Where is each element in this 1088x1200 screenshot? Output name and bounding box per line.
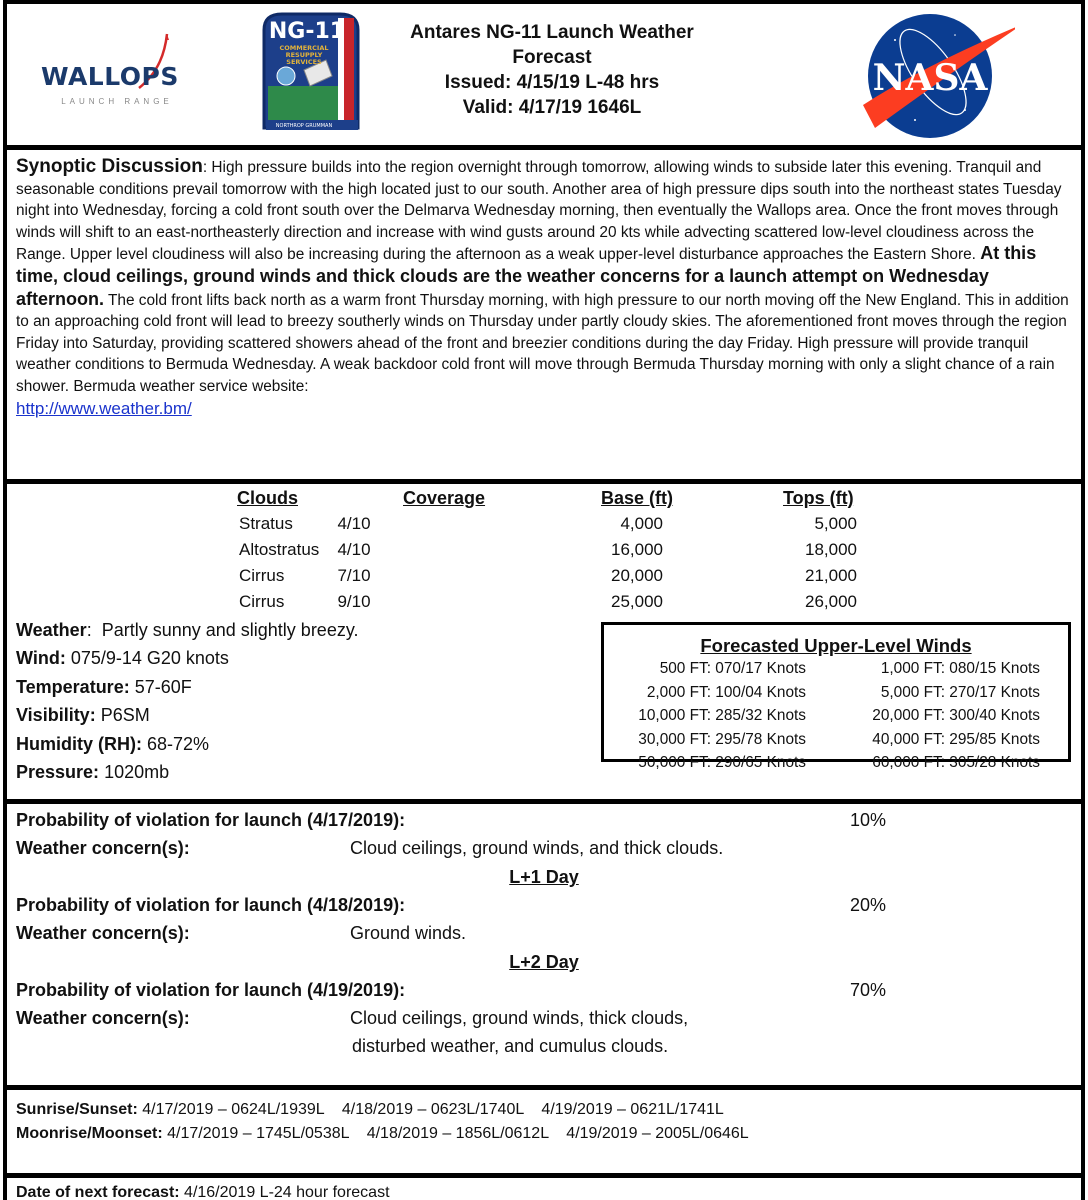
sunrise-sunset-row: [16, 1098, 1072, 1122]
pressure-label: Pressure:: [16, 762, 100, 783]
upper-wind-entry: 20,000 FT: 300/40 Knots: [872, 707, 1040, 725]
temperature-value: 57-60F: [129, 676, 192, 697]
svg-text:SERVICES: SERVICES: [286, 58, 322, 66]
divider: [7, 799, 1081, 804]
concern-value: Cloud ceilings, ground winds, and thick clouds.: [350, 838, 724, 858]
concern-value: Ground winds.: [350, 923, 467, 943]
cloud-type: Altostratus: [239, 540, 320, 559]
ng11-mission-patch-icon: [252, 10, 370, 142]
upper-wind-entry: 60,000 FT: 305/28 Knots: [872, 754, 1040, 772]
l2-probability-row: [16, 980, 1076, 1008]
launch-day-concern-row: [16, 838, 1076, 866]
synoptic-key-concern: At this time, cloud ceilings, ground winds and thick clouds are the weather concerns for a launch attempt on Wednesday afternoon.: [16, 243, 1037, 309]
valid-date: Valid: 4/17/19 1646L: [462, 97, 642, 118]
concern-value: disturbed weather, and cumulus clouds.: [352, 1036, 669, 1056]
probability-label: Probability of violation for launch (4/18/2019):: [16, 895, 406, 915]
cloud-tops: 26,000: [805, 592, 857, 611]
sun-moon-section: [7, 1092, 1081, 1152]
cloud-type: Cirrus: [239, 566, 285, 585]
col-coverage: Coverage: [403, 488, 486, 508]
cloud-type: Cirrus: [239, 592, 285, 611]
cloud-base: 4,000: [620, 514, 663, 533]
temperature-label: Temperature:: [16, 676, 130, 697]
table-row: [235, 514, 875, 540]
forecast-document: [3, 0, 1085, 1200]
probability-label: Probability of violation for launch (4/19/2019):: [16, 980, 406, 1000]
clouds-table-header: [235, 488, 875, 514]
l1-probability-row: [16, 895, 1076, 923]
moonrise-moonset-label: Moonrise/Moonset:: [16, 1125, 163, 1142]
weather-value: : Partly sunny and slightly breezy.: [86, 620, 359, 640]
launch-day-probability-row: [16, 810, 1076, 838]
humidity-row: [16, 730, 359, 758]
cloud-base: 25,000: [611, 592, 663, 611]
moonrise-moonset-value: 4/17/2019 – 1745L/0538L 4/18/2019 – 1856L/0612L 4/19/2019 – 2005L/0646L: [162, 1125, 749, 1142]
cloud-base: 16,000: [611, 540, 663, 559]
forecast-title-block: [387, 20, 717, 120]
concern-label: Weather concern(s):: [16, 923, 190, 943]
upper-wind-entry: 1,000 FT: 080/15 Knots: [880, 660, 1040, 677]
next-forecast-value: 4/16/2019 L-24 hour forecast: [179, 1184, 390, 1200]
cloud-tops: 5,000: [814, 514, 857, 533]
visibility-label: Visibility:: [16, 705, 96, 726]
divider: [7, 1085, 1081, 1090]
upper-winds-row: [604, 657, 1068, 681]
l2-concern-row: [16, 1008, 1076, 1036]
probability-label: Probability of violation for launch (4/17/2019):: [16, 810, 406, 830]
col-tops: Tops (ft): [783, 488, 854, 508]
wind-label: Wind:: [16, 648, 66, 669]
upper-winds-row: [604, 728, 1068, 752]
l1-day-header: L+1 Day: [509, 867, 579, 887]
cloud-coverage: 9/10: [337, 592, 371, 611]
title-line-2: Forecast: [512, 47, 592, 68]
synoptic-text-part-1: : High pressure builds into the region overnight through tomorrow, allowing winds to subside later this evening. Tranquil and seasonable conditions prevail tomorrow with the high located just to our south. Another area of high pressure dips south into the northeast states Tuesday night into Wednesday, forcing a cold front south over the Delmarva Wednesday morning, then eventually the Wallops area. Once the front moves through winds will shift to an east-northeasterly direction and increase with wind gusts around 20 kts while advecting scattered low-level cloudiness across the Range. Upper level cloudiness will also be increasing during the afternoon as a weak upper-level disturbance approaches the Eastern Shore.: [16, 159, 1062, 264]
probability-percent: 20%: [850, 895, 887, 915]
synoptic-label: Synoptic Discussion: [16, 156, 203, 177]
table-row: [235, 592, 875, 618]
col-base: Base (ft): [601, 488, 674, 508]
cloud-tops: 18,000: [805, 540, 857, 559]
next-forecast-label: Date of next forecast:: [16, 1184, 180, 1200]
cloud-base: 20,000: [611, 566, 663, 585]
l1-concern-row: [16, 923, 1076, 951]
divider: [7, 1173, 1081, 1178]
upper-wind-entry: 30,000 FT: 295/78 Knots: [638, 730, 806, 748]
upper-level-winds-box: [601, 622, 1071, 772]
humidity-label: Humidity (RH):: [16, 733, 142, 754]
synoptic-text-part-2: The cold front lifts back north as a warm front Thursday morning, with high pressure to our north moving off the New England. This in addition to an approaching cold front will lead to breezy southerly winds on Thursday under partly cloudy skies. The aforementioned front moves through the region Friday into Saturday, providing scattered showers ahead of the front and breezier conditions during the day Friday. High pressure will provide tranquil weather conditions to Bermuda Wednesday. A weak backdoor cold front will move through Bermuda Thursday morning with only a slight chance of a rain shower. Bermuda weather service website:: [16, 291, 1069, 395]
bermuda-weather-link[interactable]: http://www.weather.bm/: [16, 398, 192, 418]
header: [7, 4, 1081, 145]
concern-label: Weather concern(s):: [16, 838, 190, 858]
cloud-coverage: 4/10: [337, 540, 371, 559]
pressure-row: [16, 758, 359, 786]
cloud-coverage: 7/10: [337, 566, 371, 585]
upper-winds-row: [604, 751, 1068, 775]
next-forecast-section: [7, 1180, 1081, 1200]
l2-concern-row-cont: [16, 1036, 1076, 1064]
synoptic-discussion: [7, 151, 1081, 420]
svg-text:NORTHROP GRUMMAN: NORTHROP GRUMMAN: [275, 123, 333, 129]
weather-row: [16, 616, 359, 644]
upper-wind-entry: 2,000 FT: 100/04 Knots: [646, 683, 806, 701]
weather-label: Weather: [16, 620, 87, 640]
nasa-meatball-logo-icon: [845, 10, 1015, 142]
l2-day-header: L+2 Day: [509, 952, 579, 972]
svg-text:NASA: NASA: [872, 57, 988, 99]
svg-text:NG-11: NG-11: [268, 19, 346, 44]
wallops-wordmark: WALLOPS: [41, 62, 179, 91]
upper-winds-row: [604, 704, 1068, 728]
visibility-value: P6SM: [95, 705, 150, 726]
temperature-row: [16, 673, 359, 701]
upper-wind-entry: 50,000 FT: 290/65 Knots: [638, 754, 806, 772]
upper-wind-entry: 10,000 FT: 285/32 Knots: [638, 707, 806, 725]
upper-winds-title: Forecasted Upper-Level Winds: [700, 635, 972, 656]
concern-value: Cloud ceilings, ground winds, thick clouds,: [350, 1008, 689, 1028]
wind-value: 075/9-14 G20 knots: [65, 648, 229, 669]
table-row: [235, 540, 875, 566]
table-row: [235, 566, 875, 592]
wallops-logo: [37, 32, 207, 112]
col-clouds: Clouds: [237, 488, 298, 508]
cloud-type: Stratus: [239, 514, 293, 533]
divider: [7, 479, 1081, 484]
probability-percent: 10%: [850, 810, 887, 830]
concern-label: Weather concern(s):: [16, 1008, 190, 1028]
pressure-value: 1020mb: [99, 762, 170, 783]
moonrise-moonset-row: [16, 1122, 1072, 1146]
title-line-1: Antares NG-11 Launch Weather: [410, 22, 694, 43]
cloud-coverage: 4/10: [337, 514, 371, 533]
upper-winds-row: [604, 681, 1068, 705]
sunrise-sunset-label: Sunrise/Sunset:: [16, 1101, 138, 1118]
clouds-table: [235, 488, 875, 618]
divider: [7, 145, 1081, 150]
upper-wind-entry: 5,000 FT: 270/17 Knots: [880, 683, 1040, 701]
wallops-subtitle: LAUNCH RANGE: [61, 97, 173, 106]
cloud-tops: 21,000: [805, 566, 857, 585]
svg-text:COMMERCIAL: COMMERCIAL: [279, 44, 329, 52]
probability-percent: 70%: [850, 980, 887, 1000]
svg-text:RESUPPLY: RESUPPLY: [285, 51, 323, 59]
sunrise-sunset-value: 4/17/2019 – 0624L/1939L 4/18/2019 – 0623L/1740L 4/19/2019 – 0621L/1741L: [137, 1101, 724, 1118]
humidity-value: 68-72%: [141, 733, 210, 754]
upper-wind-entry: 40,000 FT: 295/85 Knots: [872, 730, 1040, 748]
upper-winds-grid: [604, 657, 1068, 775]
surface-conditions: [16, 616, 359, 786]
visibility-row: [16, 701, 359, 729]
wind-row: [16, 644, 359, 672]
issued-date: Issued: 4/15/19 L-48 hrs: [444, 72, 660, 93]
upper-wind-entry: 500 FT: 070/17 Knots: [659, 660, 806, 677]
